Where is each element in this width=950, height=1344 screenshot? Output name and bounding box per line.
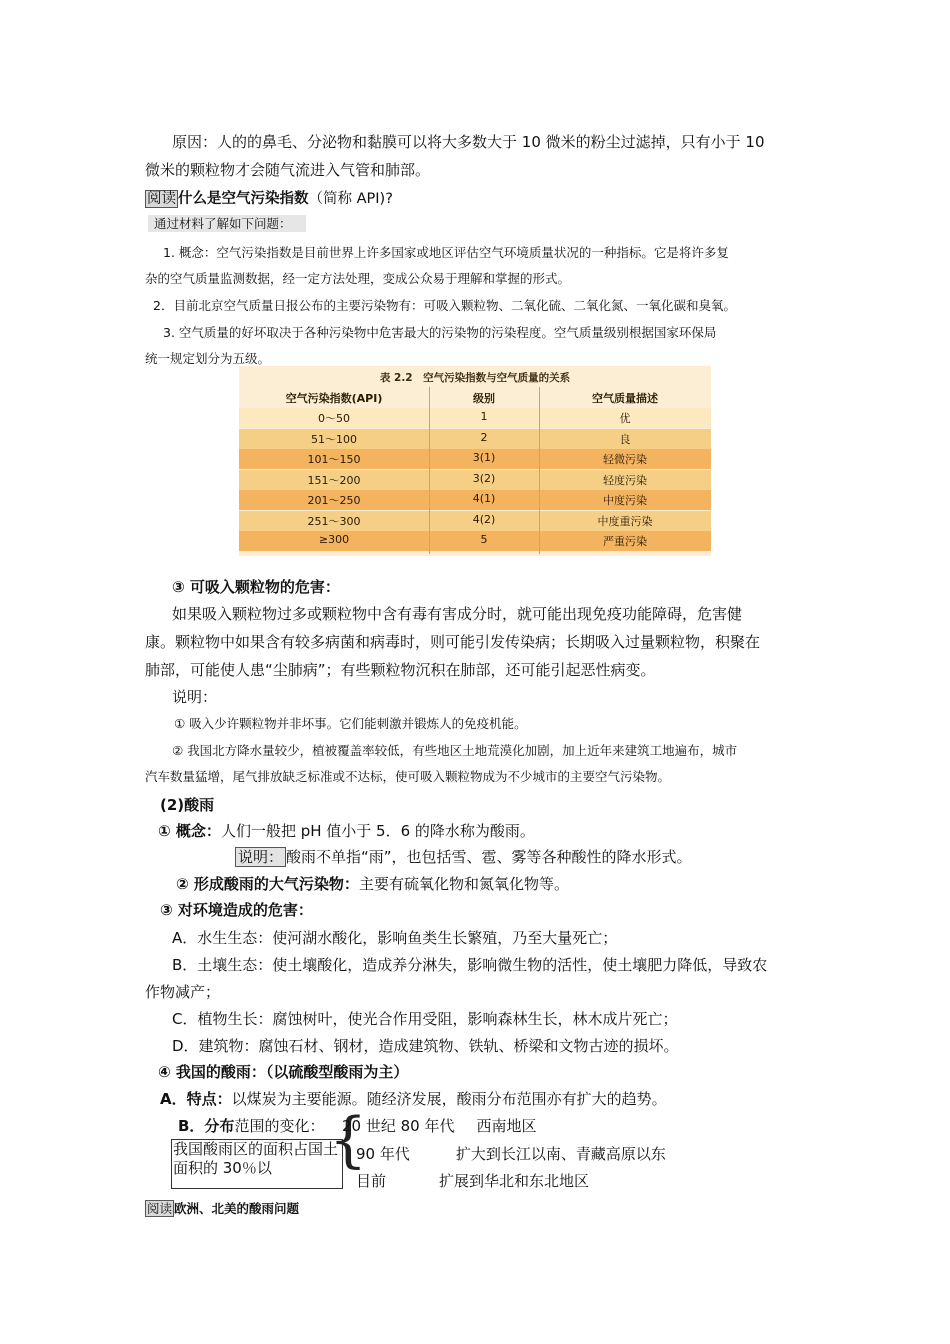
table-header-api: 空气污染指数(API) bbox=[285, 392, 383, 405]
table-header-level: 级别 bbox=[473, 392, 495, 405]
note-2-line-2: 汽车数量猛增，尾气排放缺乏标准或不达标，使可吸入颗粒物成为不少城市的主要空气污染物。 bbox=[145, 769, 671, 784]
table-row bbox=[239, 470, 711, 490]
table-divider bbox=[429, 387, 430, 554]
timeline-2-desc: 扩大到长江以南、青藏高原以东 bbox=[455, 1145, 666, 1163]
note-1: ① 吸入少许颗粒物并非坏事。它们能刺激并锻炼人的免疫机能。 bbox=[174, 716, 527, 731]
api-table-image bbox=[239, 366, 711, 556]
table-cell-api: 0～50 bbox=[318, 412, 350, 425]
table-cell-level: 3(1) bbox=[472, 451, 496, 464]
table-row bbox=[239, 449, 711, 469]
harm-line-2: 康。颗粒物中如果含有较多病菌和病毒时，则可能引发传染病；长期吸入过量颗粒物，积聚在 bbox=[145, 633, 761, 651]
item-2: 2．目前北京空气质量日报公布的主要污染物有：可吸入颗粒物、二氧化硫、二氧化氮、一氧化碳和臭氧。 bbox=[153, 298, 736, 313]
read-api-suffix: （简称 API)? bbox=[308, 191, 393, 207]
timeline-3-desc: 扩展到华北和东北地区 bbox=[439, 1172, 590, 1190]
table-divider bbox=[539, 387, 540, 554]
timeline-1 bbox=[342, 1115, 537, 1136]
concept-label: ① 概念： bbox=[158, 822, 221, 840]
table-row bbox=[239, 408, 711, 428]
table-cell-api: 251～300 bbox=[307, 514, 361, 528]
read-api-heading bbox=[145, 187, 393, 208]
item-3-line-1: 3. 空气质量的好坏取决于各种污染物中危害最大的污染物的污染程度。空气质量级别根据国家环保局 bbox=[163, 325, 717, 340]
acid-pollutants bbox=[176, 873, 569, 894]
item-1-line-1: 1. 概念：空气污染指数是目前世界上许多国家或地区评估空气环境质量状况的一种指标。它是将许多复 bbox=[163, 245, 729, 260]
table-cell-desc: 中度污染 bbox=[603, 494, 647, 507]
read-europe-title: 欧洲、北美的酸雨问题 bbox=[174, 1201, 300, 1216]
table-cell-desc: 轻度污染 bbox=[603, 473, 647, 487]
read-tag: 阅读 bbox=[147, 1201, 173, 1216]
acid-area-box: 我国酸雨区的面积占国土面积的 30％以 bbox=[171, 1139, 343, 1189]
table-row bbox=[239, 429, 711, 449]
item-3-line-2: 统一规定划分为五级。 bbox=[145, 351, 271, 366]
table-cell-level: 2 bbox=[480, 430, 488, 444]
timeline-1-desc: 西南地区 bbox=[476, 1117, 537, 1135]
table-row bbox=[239, 531, 711, 551]
dist-text: 范围的变化： bbox=[234, 1117, 325, 1135]
acid-concept bbox=[158, 820, 535, 841]
material-heading: 通过材料了解如下问题： bbox=[148, 214, 306, 232]
acid-harm-label: ③ 对环境造成的危害： bbox=[160, 901, 313, 919]
distribution-line bbox=[178, 1115, 324, 1136]
table-cell-level: 4(1) bbox=[472, 492, 496, 505]
table-cell-desc: 良 bbox=[619, 432, 631, 446]
acid-rain-heading: (2)酸雨 bbox=[160, 796, 215, 814]
harm-line-3: 肺部，可能使人患“尘肺病”；有些颗粒物沉积在肺部，还可能引起恶性病变。 bbox=[145, 661, 656, 679]
timeline-2 bbox=[356, 1143, 666, 1164]
note-label: 说明： bbox=[172, 688, 218, 706]
harm-c: C．植物生长：腐蚀树叶，使光合作用受阻，影响森林生长，林木成片死亡； bbox=[172, 1010, 678, 1028]
pollutant-text: 主要有硫氧化物和氮氧化物等。 bbox=[358, 875, 569, 893]
harm-b-line-1: B．土壤生态：使土壤酸化，造成养分淋失，影响微生物的活性，使土壤肥力降低，导致农 bbox=[172, 956, 768, 974]
pollutant-label: ② 形成酸雨的大气污染物： bbox=[176, 875, 359, 893]
reason-line-1: 原因：人的的鼻毛、分泌物和黏膜可以将大多数大于 10 微米的粉尘过滤掉，只有小于 10 bbox=[172, 133, 765, 151]
timeline-2-year: 90 年代 bbox=[356, 1145, 410, 1163]
table-cell-desc: 中度重污染 bbox=[597, 514, 653, 528]
table-header-row bbox=[239, 388, 711, 407]
timeline-3-year: 目前 bbox=[356, 1172, 387, 1190]
harm-line-1: 如果吸入颗粒物过多或颗粒物中含有毒有害成分时，就可能出现免疫功能障碍，危害健 bbox=[172, 605, 743, 623]
table-cell-desc: 严重污染 bbox=[603, 535, 647, 548]
table-cell-desc: 优 bbox=[619, 412, 631, 425]
table-row bbox=[239, 511, 711, 531]
timeline-3 bbox=[356, 1170, 589, 1191]
china-acid-label: ④ 我国的酸雨：（以硫酸型酸雨为主） bbox=[158, 1063, 409, 1081]
table-cell-level: 1 bbox=[480, 410, 488, 423]
table-cell-level: 3(2) bbox=[472, 471, 496, 485]
concept-text: 人们一般把 pH 值小于 5．6 的降水称为酸雨。 bbox=[220, 822, 535, 840]
table-cell-api: 201～250 bbox=[307, 494, 361, 507]
brace-icon: { bbox=[329, 1105, 368, 1175]
reason-line-2: 微米的颗粒物才会随气流进入气管和肺部。 bbox=[145, 161, 431, 179]
feature-label: A．特点： bbox=[160, 1090, 232, 1108]
table-cell-api: ≥300 bbox=[318, 533, 350, 546]
acid-note bbox=[235, 846, 692, 867]
harm-title: ③ 可吸入颗粒物的危害： bbox=[172, 578, 340, 596]
table-cell-desc: 轻微污染 bbox=[603, 453, 647, 466]
feature-text: 以煤炭为主要能源。随经济发展，酸雨分布范围亦有扩大的趋势。 bbox=[231, 1090, 667, 1108]
read-api-title: 什么是空气污染指数 bbox=[178, 191, 309, 207]
harm-d: D．建筑物：腐蚀石材、钢材，造成建筑物、铁轨、桥梁和文物古迹的损坏。 bbox=[172, 1037, 679, 1055]
timeline-1-year: 20 世纪 80 年代 bbox=[342, 1117, 455, 1135]
table-caption: 表 2.2 空气污染指数与空气质量的关系 bbox=[379, 372, 571, 384]
table-cell-api: 101～150 bbox=[307, 453, 361, 466]
table-cell-api: 51～100 bbox=[311, 432, 357, 446]
note-2-line-1: ② 我国北方降水量较少，植被覆盖率较低，有些地区土地荒漠化加剧，加上近年来建筑工地遍布，城市 bbox=[172, 743, 738, 758]
read-tag: 阅读 bbox=[147, 191, 176, 207]
harm-a: A．水生生态：使河湖水酸化，影响鱼类生长繁殖，乃至大量死亡； bbox=[172, 929, 618, 947]
table-row bbox=[239, 490, 711, 510]
table-header-desc: 空气质量描述 bbox=[592, 392, 658, 405]
table-cell-api: 151～200 bbox=[307, 473, 361, 487]
note-text: 酸雨不单指“雨”，也包括雪、雹、雾等各种酸性的降水形式。 bbox=[286, 848, 692, 866]
table-cell-level: 5 bbox=[480, 533, 488, 546]
harm-b-line-2: 作物减产； bbox=[145, 983, 221, 1001]
feature-line bbox=[160, 1088, 667, 1109]
note-tag: 说明： bbox=[235, 847, 286, 867]
dist-label: B．分布 bbox=[178, 1117, 235, 1135]
table-cell-level: 4(2) bbox=[472, 512, 496, 526]
item-1-line-2: 杂的空气质量监测数据，经一定方法处理，变成公众易于理解和掌握的形式。 bbox=[145, 271, 571, 286]
read-europe-heading bbox=[145, 1199, 299, 1217]
